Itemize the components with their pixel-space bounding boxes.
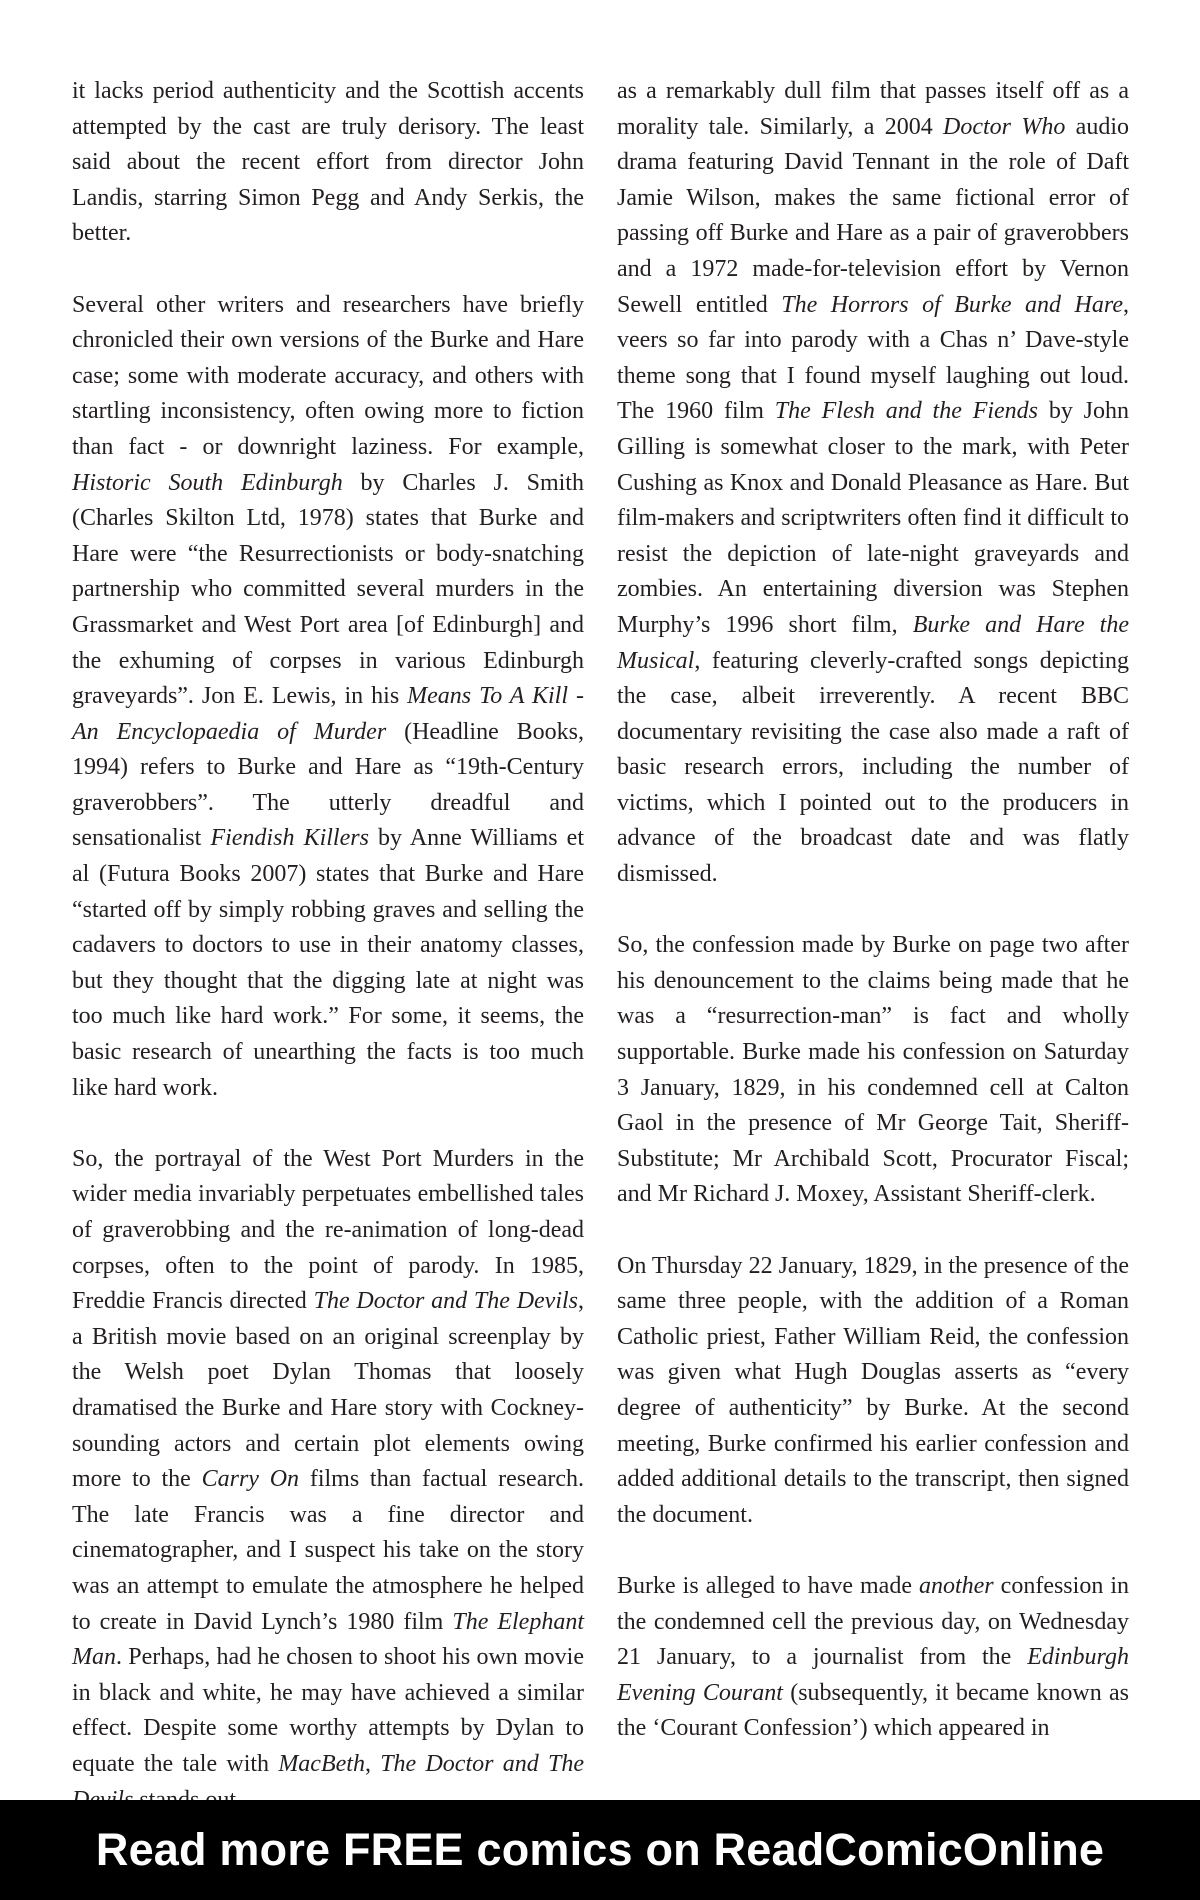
italic-title-text: The Horrors of Burke and Hare <box>781 291 1123 318</box>
text-run: by John Gilling is somewhat closer to the mark, with Peter Cushing as Knox and Donald Pleasance as Hare. But film-makers and scriptwriters often find it difficult to resist the depiction of late-night graveyards and zombies. An entertaining diversion was Stephen Murphy’s 1996 short film, <box>617 398 1130 638</box>
paragraph <box>72 288 584 1107</box>
text-run: Burke is alleged to have made <box>617 1572 919 1599</box>
text-run: , a British movie based on an original screenplay by the Welsh poet Dylan Thomas that loosely dramatised the Burke and Hare story with Cockney-sounding actors and certain plot elements owing more to the <box>72 1288 585 1493</box>
text-run: it lacks period authenticity and the Scottish accents attempted by the cast are truly derisory. The least said about the recent effort from director John Landis, starring Simon Pegg and Andy Serkis, the better. <box>72 78 584 247</box>
paragraph <box>617 928 1129 1213</box>
italic-title-text: Doctor Who <box>943 113 1066 140</box>
text-run: (Headline Books, 1994) refers to Burke and Hare as “19th-Century graverobbers”. The utterly dreadful and sensationalist <box>72 718 584 852</box>
paragraph <box>617 74 1129 893</box>
italic-title-text: MacBeth <box>278 1750 365 1777</box>
text-run: by Anne Williams et al (Futura Books 2007) states that Burke and Hare “started off by simply robbing graves and selling the cadavers to doctors to use in their anatomy classes, but they thought that the digging late at night was too much like hard work.” For some, it seems, the basic research of unearthing the facts is too much like hard work. <box>72 825 584 1101</box>
text-run: So, the portrayal of the West Port Murders in the wider media invariably perpetuates embellished tales of graverobbing and the re-animation of long-dead corpses, often to the point of parody. In 1985, Freddie Francis directed <box>72 1145 584 1315</box>
text-run: , featuring cleverly-crafted songs depicting the case, albeit irreverently. A recent BBC documentary revisiting the case also made a raft of basic research errors, including the number of victims, which I pointed out to the producers in advance of the broadcast date and was flatly dismissed. <box>617 647 1129 888</box>
italic-title-text: Historic South Edinburgh <box>72 469 343 496</box>
text-run: by Charles J. Smith (Charles Skilton Ltd, 1978) states that Burke and Hare were “the Resurrectionists or body-snatching partnership who committed several murders in the Grassmarket and West Port area [of Edinburgh] and the exhuming of corpses in various Edinburgh graveyards”. Jon E. Lewis, in his <box>72 469 584 710</box>
text-run: films than factual research. The late Francis was a fine director and cinematographer, and I suspect his take on the story was an attempt to emulate the atmosphere he helped to create in David Lynch’s 1980 film <box>72 1466 585 1635</box>
italic-title-text: Carry On <box>201 1466 300 1493</box>
text-run: , <box>364 1750 381 1777</box>
italic-title-text: The Elephant Man <box>72 1608 585 1671</box>
italic-title-text: Edinburgh Evening Courant <box>617 1644 1129 1706</box>
right-text-column <box>617 74 1129 1747</box>
italic-title-text: The Flesh and the Fiends <box>774 398 1039 425</box>
italic-title-text: Burke and Hare the Musical <box>617 611 1130 674</box>
italic-title-text: The Doctor and The <box>380 1750 584 1777</box>
italic-title-text: Means To A Kill - An Encyclopaedia of Murder <box>72 683 584 745</box>
paragraph <box>72 1142 584 1818</box>
text-run: audio drama featuring David Tennant in the role of Daft Jamie Wilson, makes the same fictional error of passing off Burke and Hare as a pair of graverobbers and a 1972 made-for-television effort by Vernon Sewell entitled <box>617 113 1129 318</box>
text-run: (subsequently, it became known as the ‘Courant Confession’) which appeared in <box>617 1679 1129 1742</box>
text-run: , veers so far into parody with a Chas n’ Dave-style theme song that I found myself laughing out loud. The 1960 film <box>617 291 1129 425</box>
text-run: . Perhaps, had he chosen to shoot his own movie in black and white, he may have achieved a similar effect. Despite some worthy attempts by Dylan to equate the tale with <box>72 1644 584 1777</box>
paragraph <box>617 1569 1129 1747</box>
italic-title-text: another <box>918 1572 994 1599</box>
paragraph <box>72 74 584 252</box>
promo-banner-text[interactable]: Read more FREE comics on ReadComicOnline <box>95 1824 1105 1875</box>
text-run: as a remarkably dull film that passes itself off as a morality tale. Similarly, a 2004 <box>617 78 1129 140</box>
left-text-column <box>72 74 584 1818</box>
text-run: So, the confession made by Burke on page two after his denouncement to the claims being made that he was a “resurrection-man” is fact and wholly supportable. Burke made his confession on Saturday 3 January, 1829, in his condemned cell at Calton Gaol in the presence of Mr George Tait, Sheriff-Substitute; Mr Archibald Scott, Procurator Fiscal; and Mr Richard J. Moxey, Assistant Sheriff-clerk. <box>617 932 1129 1208</box>
text-run: On Thursday 22 January, 1829, in the presence of the same three people, with the addition of a Roman Catholic priest, Father William Reid, the confession was given what Hugh Douglas asserts as “every degree of authenticity” by Burke. At the second meeting, Burke confirmed his earlier confession and added additional details to the transcript, then signed the document. <box>617 1252 1129 1528</box>
italic-title-text: Fiendish Killers <box>210 825 369 852</box>
italic-title-text: The Doctor and The Devils <box>313 1288 579 1315</box>
text-run: confession in the condemned cell the previous day, on Wednesday 21 January, to a journalist from the <box>617 1572 1129 1671</box>
text-run: Several other writers and researchers have briefly chronicled their own versions of the Burke and Hare case; some with moderate accuracy, and others with startling inconsistency, often owing more to fiction than fact - or downright laziness. For example, <box>72 291 584 460</box>
promo-banner[interactable] <box>0 1800 1200 1900</box>
paragraph <box>617 1249 1129 1534</box>
